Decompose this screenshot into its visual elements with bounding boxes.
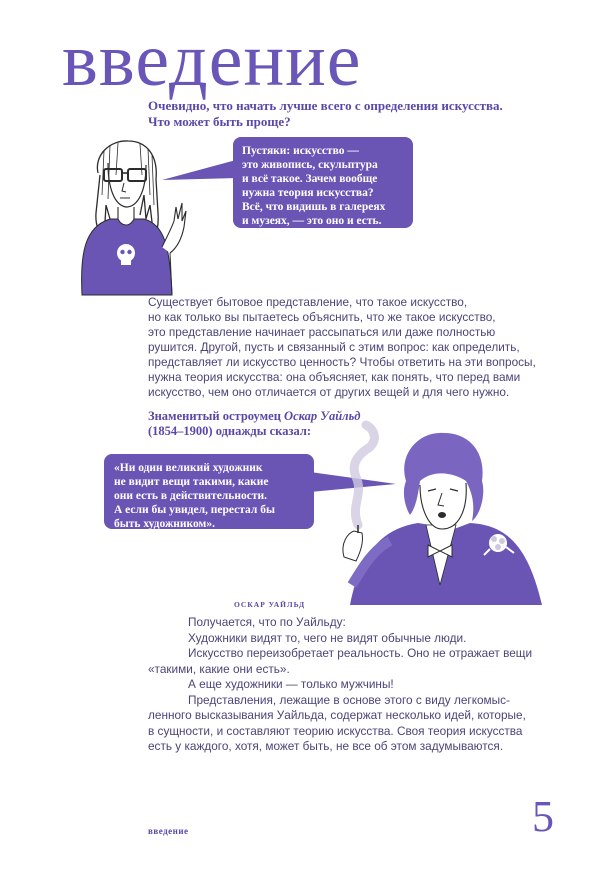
bubble-line: «Ни один великий художник <box>114 462 263 474</box>
paragraph-line: Получается, что по Уайльду: <box>188 615 346 629</box>
paragraph-line: нужна теория искусства: она объясняет, как понять, что перед вами <box>148 370 521 384</box>
paragraph-line: но как только вы пытаетесь объяснить, что же такое искусство, <box>148 310 496 324</box>
quote-intro-line <box>148 409 448 424</box>
body-paragraph-2 <box>148 615 558 755</box>
bubble-line: и музеях, — это оно и есть. <box>242 215 382 227</box>
page-title: введение <box>62 18 362 102</box>
bubble-line: Всё, что видишь в галереях <box>242 201 386 213</box>
bubble-line: Пустяки: искусство — <box>242 145 359 157</box>
bubble-line: быть художником». <box>114 518 216 530</box>
speech-bubble-wilde <box>104 454 314 529</box>
paragraph-line: «такими, какие они есть». <box>148 661 290 676</box>
paragraph-line: Художники видят то, чего не видят обычные люди. <box>188 630 467 645</box>
paragraph-line: есть у каждого, хотя, может быть, не все об этом задумываются. <box>148 739 504 753</box>
paragraph-line: Искусство переизобретает реальность. Оно не отражает вещи <box>188 646 533 660</box>
speech-bubble-tail <box>160 158 240 188</box>
quote-intro-prefix: Знаменитый остроумец <box>148 409 285 423</box>
paragraph-line: искусство, чем оно отличается от других вещей и для чего нужно. <box>148 385 510 399</box>
paragraph-line: Существует бытовое представление, что такое искусство, <box>148 295 468 309</box>
illustration-caption: ОСКАР УАЙЛЬД <box>234 600 306 609</box>
bubble-line: и всё такое. Зачем вообще <box>242 173 378 185</box>
page-number: 5 <box>532 792 554 841</box>
paragraph-line: рушится. Другой, пусть и связанный с этим вопрос: как определить, <box>148 340 520 354</box>
bubble-line: А если бы увидел, перестал бы <box>114 504 275 516</box>
paragraph-line: Представления, лежащие в основе этого с виду легкомыс- <box>188 692 510 707</box>
bubble-line: не видит вещи такими, какие <box>114 476 269 488</box>
bubble-line: они есть в действительности. <box>114 490 267 502</box>
paragraph-line: А еще художники — только мужчины! <box>188 677 394 691</box>
quote-intro-line: (1854–1900) однажды сказал: <box>148 424 312 438</box>
author-name: Оскар Уайльд <box>284 409 361 423</box>
paragraph-line: представляет ли искусство ценность? Чтобы ответить на эти вопросы, <box>148 355 536 369</box>
bubble-line: это живопись, скульптура <box>242 159 378 171</box>
paragraph-line: ленного высказывания Уайльда, содержат несколько идей, которые, <box>148 708 526 722</box>
intro-line: Очевидно, что начать лучше всего с определения искусства. <box>148 98 503 113</box>
body-paragraph-1 <box>148 295 568 400</box>
bubble-line: нужна теория искусства? <box>242 187 374 199</box>
oscar-wilde-illustration <box>330 425 555 605</box>
speech-bubble-student <box>233 137 413 228</box>
intro-text <box>148 98 548 130</box>
paragraph-line: в сущности, и составляют теорию искусства. Своя теория искусства <box>148 723 523 738</box>
intro-line: Что может быть проще? <box>148 114 291 129</box>
paragraph-line: это представление начинает рассыпаться или даже полностью <box>148 325 496 339</box>
footer-section-label: введение <box>148 826 189 836</box>
